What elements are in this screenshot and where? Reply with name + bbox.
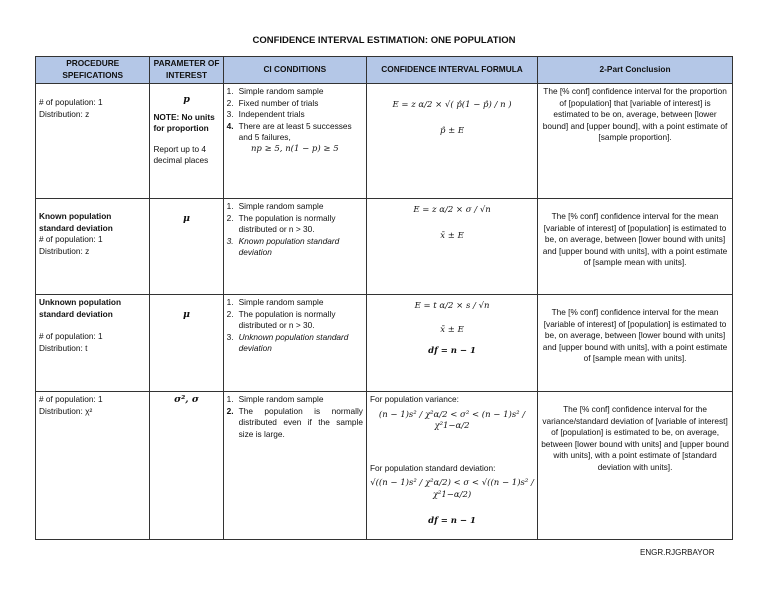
- author-footer: ENGR.RJGRBAYOR: [640, 548, 715, 557]
- formula-sd: √((n − 1)s² / χ²α/2) < σ < √((n − 1)s² / χ²1−α/2): [370, 478, 534, 500]
- conclusion-cell: The [% conf] confidence interval for the mean [variable of interest] of [population] is estimated to be, on average, between [lower bound with units] and [upper bound with units], with a point estimate of [sample mean with units].: [538, 295, 733, 392]
- table-row: [36, 199, 733, 295]
- procedure-cell: # of population: 1 Distribution: z: [36, 84, 150, 199]
- ci-table: [35, 56, 733, 540]
- formula-interval: x̄ ± E: [440, 324, 464, 335]
- formula-variance: (n − 1)s² / χ²α/2 < σ² < (n − 1)s² / χ²1−α/2: [378, 409, 526, 432]
- table-row: [36, 392, 733, 540]
- table-row: [36, 84, 733, 199]
- formula-df: df = n − 1: [428, 515, 476, 526]
- parameter-cell: σ², σ: [150, 392, 223, 540]
- parameter-note: NOTE: No units for proportion: [153, 111, 215, 134]
- parameter-cell: p NOTE: No units for proportion Report up to 4 decimal places: [150, 84, 223, 199]
- conclusion-cell: The [% conf] confidence interval for the mean [variable of interest] of [population] is estimated to be, on average, between [lower bound with units] and [upper bound with units], with a point estimate of [sample mean with units].: [538, 199, 733, 295]
- formula-label-variance: For population variance:: [369, 394, 459, 404]
- condition-math: np ≥ 5, n(1 − p) ≥ 5: [250, 143, 339, 154]
- formula-cell: [366, 199, 537, 295]
- conclusion-cell: The [% conf] confidence interval for the proportion of [population] that [variable of interest] is estimated to be on, average, between [lower bound] and [upper bound], with a point estimate of [sample proportion].: [538, 84, 733, 199]
- formula-margin-error: E = t α/2 × s / √n: [414, 301, 490, 311]
- conditions-cell: 1. Simple random sample 2. The population is normally distributed or n > 30. 3. Unknown population standard deviation: [223, 295, 366, 392]
- conditions-cell: 1. Simple random sample 2. Fixed number of trials 3. Independent trials 4. There are at least 5 successes and 5 failures, np ≥ 5, n(1 − p) ≥ 5: [223, 84, 366, 199]
- header-row: [36, 57, 733, 84]
- formula-margin-error: E = z α/2 × √( p̂(1 − p̂) / n ): [392, 100, 512, 110]
- page-title: CONFIDENCE INTERVAL ESTIMATION: ONE POPULATION: [252, 35, 516, 46]
- conditions-cell: 1. Simple random sample 2. The population is normally distributed even if the sample size is large.: [223, 392, 366, 540]
- formula-df: df = n − 1: [428, 346, 476, 357]
- formula-label-sd: For population standard deviation:: [369, 462, 496, 473]
- formula-interval: x̄ ± E: [440, 230, 464, 241]
- parameter-note-2: Report up to 4 decimal places: [153, 143, 209, 166]
- formula-interval: p̂ ± E: [439, 125, 465, 136]
- procedure-cell: # of population: 1 Distribution: χ²: [36, 392, 150, 540]
- parameter-cell: μ: [150, 295, 223, 392]
- formula-margin-error: E = z α/2 × σ / √n: [413, 205, 491, 215]
- header-conclusion: 2-Part Conclusion: [538, 57, 733, 84]
- procedure-cell: Known population standard deviation # of population: 1 Distribution: z: [36, 199, 150, 295]
- header-conditions: CI CONDITIONS: [223, 57, 366, 84]
- conclusion-cell: The [% conf] confidence interval for the variance/standard deviation of [variable of interest] of [population] is estimated to be, on average, between [lower bound with units] and [upper bound with units], with a point estimate of [standard deviation with units].: [538, 392, 733, 540]
- conditions-cell: 1. Simple random sample 2. The population is normally distributed or n > 30. 3. Known population standard deviation: [223, 199, 366, 295]
- formula-cell: [366, 84, 537, 199]
- header-parameter: PARAMETER OF INTEREST: [150, 57, 223, 84]
- header-formula: CONFIDENCE INTERVAL FORMULA: [366, 57, 537, 84]
- header-procedure: PROCEDURE SPEFICATIONS: [36, 57, 150, 84]
- formula-cell: [366, 295, 537, 392]
- parameter-cell: μ: [150, 199, 223, 295]
- table-row: [36, 295, 733, 392]
- formula-cell: [366, 392, 537, 540]
- procedure-cell: Unknown population standard deviation # of population: 1 Distribution: t: [36, 295, 150, 392]
